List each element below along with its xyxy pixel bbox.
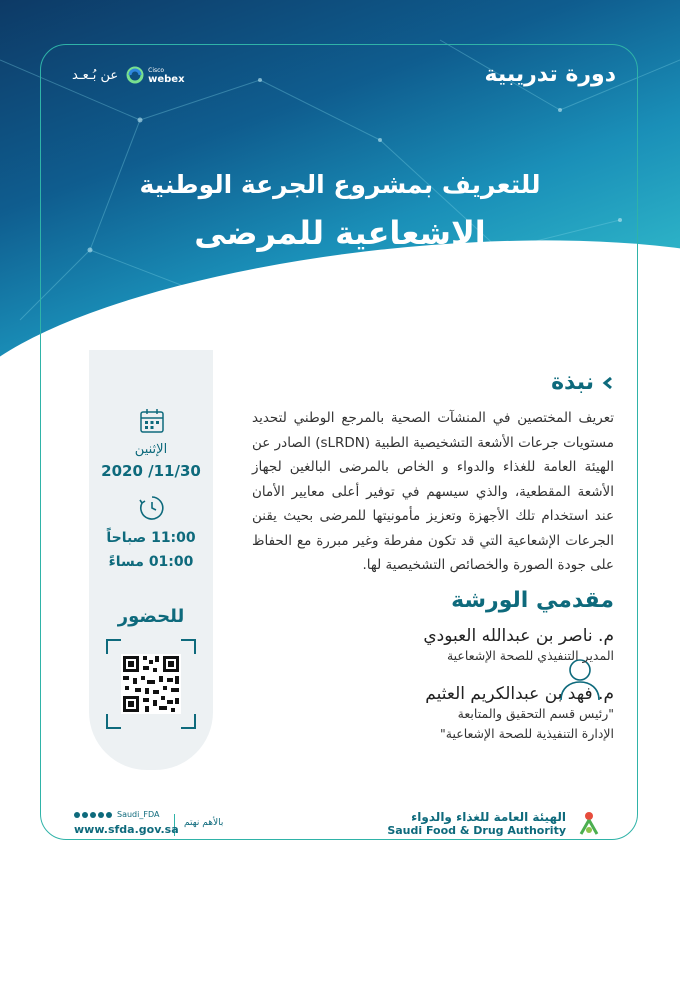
start-time: 11:00 صباحاً <box>106 530 196 546</box>
snapchat-icon[interactable] <box>106 812 112 818</box>
attendance-qr-code[interactable] <box>105 638 197 730</box>
remote-label: عن بُـعـد <box>72 67 119 83</box>
presenter-2-role-line1: "رئيس قسم التحقيق والمتابعة <box>457 706 614 721</box>
about-heading <box>551 370 614 395</box>
instagram-icon[interactable] <box>82 812 88 818</box>
presenter-2-name: م. فهد بن عبدالكريم العثيم <box>425 684 614 704</box>
title-line-2: الإشعاعية للمرضى <box>194 214 486 252</box>
about-heading-label: نبذة <box>551 370 594 395</box>
date-label: 2020 /11/30 <box>101 462 201 480</box>
presenter-1 <box>423 626 614 666</box>
chevron-icon <box>602 376 614 390</box>
social-links <box>74 810 179 836</box>
presenter-2 <box>425 684 614 744</box>
sfda-emblem-icon <box>574 808 604 838</box>
presenter-1-name: م. ناصر بن عبدالله العبودي <box>423 626 614 646</box>
org-name-en: Saudi Food & Drug Authority <box>387 823 566 837</box>
calendar-icon <box>139 408 165 434</box>
course-type-badge: دورة تدريبية <box>484 62 616 87</box>
youtube-icon[interactable] <box>90 812 96 818</box>
day-label: الإثنين <box>134 442 168 457</box>
slogan: بالأهم نهتم <box>184 818 224 828</box>
webex-logo <box>126 66 184 84</box>
attend-label: للحضور <box>117 606 185 627</box>
webex-label: webex <box>148 74 185 85</box>
twitter-icon[interactable] <box>74 812 80 818</box>
presenters-heading: مقدمي الورشة <box>451 588 614 613</box>
title-line-1: للتعريف بمشروع الجرعة الوطنية <box>139 170 541 199</box>
presenter-2-role-line2: الإدارة التنفيذية للصحة الإشعاعية" <box>440 726 614 741</box>
sfda-logo <box>387 808 604 838</box>
end-time: 01:00 مساءً <box>108 554 194 570</box>
presenter-1-role: المدير التنفيذي للصحة الإشعاعية <box>446 648 614 663</box>
webex-icon <box>126 66 144 84</box>
platform-logo <box>72 66 185 84</box>
clock-icon <box>138 494 166 522</box>
cisco-label: Cisco <box>148 67 165 74</box>
social-handle[interactable]: Saudi_FDA <box>117 810 160 819</box>
schedule-panel <box>89 350 213 770</box>
about-text: تعريف المختصين في المنشآت الصحية بالمرجع الوطني لتحديد مستويات جرعات الأشعة التشخيصية الطبية (sLRDN) الصادر عن الهيئة العامة للغذاء والدواء و الخاص بالمرضى البالغين لجهاز الأشعة المقطعية، والذي سيسهم في توفير أعلى معايير الأمان عند استخدام تلك الأجهزة وتعزيز مأمونيتها للمرضى بحيث يقنن الجرعات الإشعاعية التي قد تكون مفرطة وغير مبررة مع الحفاظ على جودة الصورة والخصائص التشخيصية لها. <box>252 410 614 573</box>
facebook-icon[interactable] <box>98 812 104 818</box>
org-name-ar: الهيئة العامة للغذاء والدواء <box>411 809 566 824</box>
website-link[interactable]: www.sfda.gov.sa <box>74 823 179 836</box>
